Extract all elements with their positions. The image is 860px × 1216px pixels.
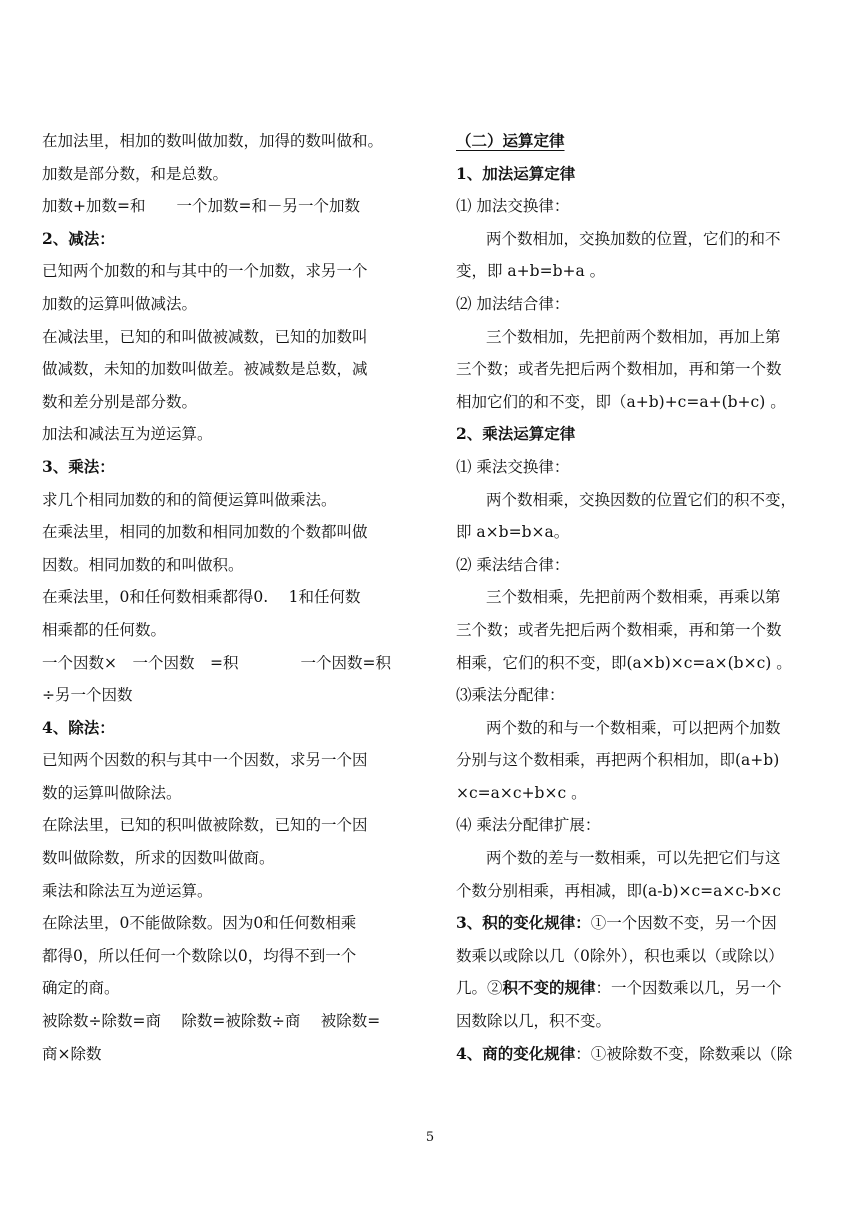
heading-multiplication-laws: 2、乘法运算定律 (456, 424, 576, 444)
heading-quotient-rule: 4、商的变化规律 (456, 1043, 576, 1063)
text-line: 变，即 a+b=b+a 。 (456, 262, 606, 281)
text-line: 在除法里，0不能做除数。因为0和任何数相乘 (42, 914, 357, 933)
section-heading: 2、减法： (42, 228, 115, 248)
text-line: 在除法里，已知的积叫做被除数，已知的一个因 (42, 816, 368, 835)
text-line: 个数分别相乘，再相减，即(a-b)×c=a×c-b×c (456, 881, 781, 900)
text-line: 在加法里，相加的数叫做加数，加得的数叫做和。 (42, 132, 384, 150)
text-line: 乘法和除法互为逆运算。 (42, 881, 213, 900)
section-title: （二）运算定律 (456, 131, 565, 150)
text-line: 一个因数× 一个因数 =积 一个因数=积 (42, 653, 391, 672)
text-fragment: ：①被除数不变，除数乘以（除 (575, 1044, 793, 1063)
subheading-add-commutative: ⑴ 加法交换律： (456, 197, 570, 216)
heading-product-rule: 3、积的变化规律： (456, 913, 591, 933)
text-line: 都得0，所以任何一个数除以0，均得不到一个 (42, 946, 357, 965)
text-line: 已知两个加数的和与其中的一个加数，求另一个 (42, 262, 368, 281)
section-heading: 3、乘法： (42, 456, 115, 476)
text-line: 两个数相加，交换加数的位置，它们的和不 (486, 229, 781, 248)
text-line (456, 907, 822, 940)
text-line: 相加它们的和不变，即（a+b)+c=a+(b+c) 。 (456, 392, 786, 411)
text-line: ×c=a×c+b×c 。 (456, 783, 587, 802)
subheading-add-associative: ⑵ 加法结合律： (456, 294, 570, 313)
text-line: 在减法里，已知的和叫做被减数，已知的加数叫 (42, 327, 368, 346)
text-line: 在乘法里，相同的加数和相同加数的个数都叫做 (42, 523, 368, 542)
text-line: 确定的商。 (42, 979, 120, 998)
text-line: 相乘都的任何数。 (42, 620, 167, 639)
text-line: 被除数÷除数=商 除数=被除数÷商 被除数= (42, 1012, 381, 1031)
text-line: 分别与这个数相乘，再把两个积相加，即(a+b) (456, 751, 780, 770)
text-line: 三个数相加，先把前两个数相加，再加上第 (486, 327, 781, 346)
text-line: 已知两个因数的积与其中一个因数，求另一个因 (42, 751, 368, 770)
subheading-mul-commutative: ⑴ 乘法交换律： (456, 457, 570, 476)
heading-addition-laws: 1、加法运算定律 (456, 163, 576, 183)
text-fragment: ①一个因数不变，另一个因 (590, 914, 777, 933)
right-column (456, 125, 822, 1070)
text-line: 加数是部分数，和是总数。 (42, 164, 229, 183)
text-line: 因数除以几，积不变。 (456, 1012, 612, 1031)
text-fragment: ：一个因数乘以几，另一个 (595, 979, 782, 998)
text-line: 三个数相乘，先把前两个数相乘，再乘以第 (486, 588, 781, 607)
subheading-distributive: ⑶乘法分配律： (456, 686, 565, 705)
text-line: 商×除数 (42, 1044, 102, 1063)
text-line: ÷另一个因数 (42, 686, 133, 705)
text-line: 三个数；或者先把后两个数相加，再和第一个数 (456, 360, 782, 379)
text-line (456, 972, 822, 1005)
left-column (42, 125, 408, 1070)
text-line: 加法和减法互为逆运算。 (42, 425, 213, 444)
text-fragment: 几。② (456, 979, 503, 998)
text-line: 相乘，它们的积不变，即(a×b)×c=a×(b×c) 。 (456, 653, 792, 672)
text-line: 数叫做除数，所求的因数叫做商。 (42, 849, 275, 868)
text-line: 数乘以或除以几（0除外），积也乘以（或除以） (456, 946, 784, 965)
text-line: 求几个相同加数的和的简便运算叫做乘法。 (42, 490, 337, 509)
text-line (456, 1038, 822, 1071)
text-line: 做减数，未知的加数叫做差。被减数是总数，减 (42, 360, 368, 379)
page-number: 5 (425, 1130, 435, 1145)
subheading-mul-associative: ⑵ 乘法结合律： (456, 555, 570, 574)
text-line: 加数的运算叫做减法。 (42, 294, 198, 313)
text-line: 两个数的和与一个数相乘，可以把两个加数 (486, 718, 781, 737)
text-line: 即 a×b=b×a。 (456, 523, 570, 542)
heading-product-invariance: 积不变的规律 (502, 978, 596, 998)
text-line: 加数+加数=和 一个加数=和－另一个加数 (42, 197, 360, 216)
text-line: 两个数相乘，交换因数的位置它们的积不变， (486, 490, 797, 509)
text-line: 数的运算叫做除法。 (42, 783, 182, 802)
section-heading: 4、除法： (42, 717, 115, 737)
text-line: 三个数；或者先把后两个数相乘，再和第一个数 (456, 620, 782, 639)
subheading-distributive-ext: ⑷ 乘法分配律扩展： (456, 816, 601, 835)
text-line: 因数。相同加数的和叫做积。 (42, 555, 244, 574)
text-line: 两个数的差与一数相乘，可以先把它们与这 (486, 849, 781, 868)
text-line: 在乘法里，0和任何数相乘都得0. 1和任何数 (42, 588, 361, 607)
text-line: 数和差分别是部分数。 (42, 392, 198, 411)
